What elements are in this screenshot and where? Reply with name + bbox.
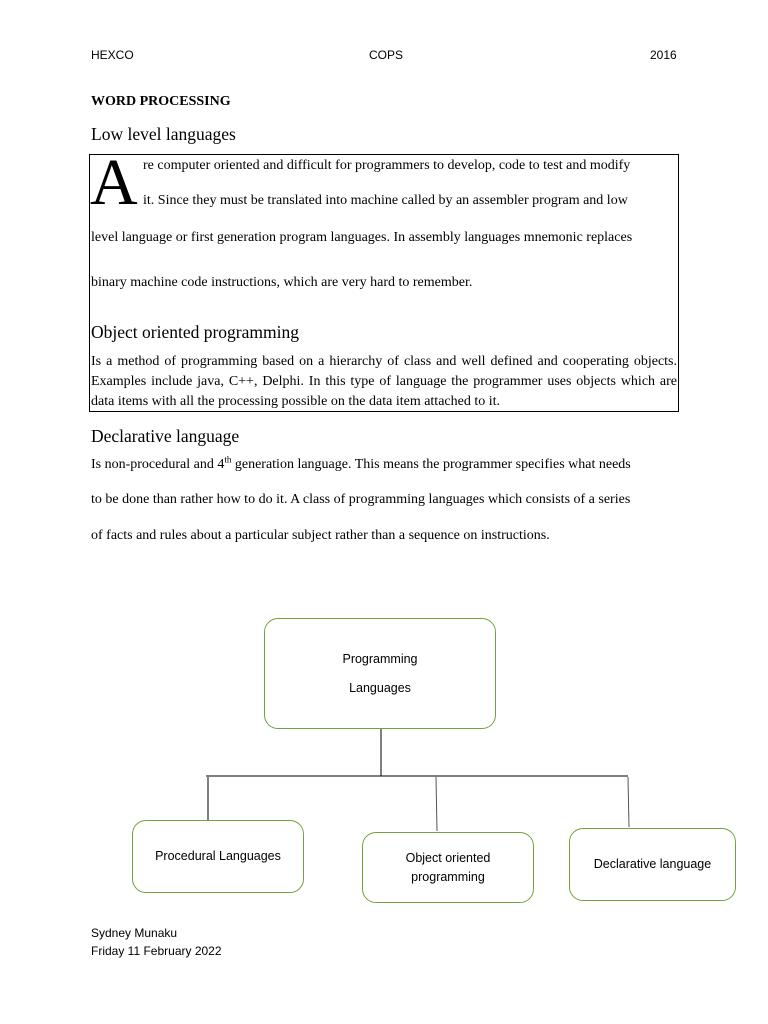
footer-author: Sydney Munaku <box>91 926 178 940</box>
diagram-node-declarative: Declarative language <box>569 828 736 901</box>
diagram-node-root: Programming Languages <box>264 618 496 729</box>
footer-date: Friday 11 February 2022 <box>91 944 222 958</box>
declarative-line-1: Is non-procedural and 4th generation language. This means the programmer specifies what needs <box>91 454 631 472</box>
diagram-node-oop: Object oriented programming <box>362 832 534 903</box>
oop-paragraph: Is a method of programming based on a hierarchy of class and well defined and cooperating objects. Examples include java, C++, Delphi. In this type of language the programmer uses objects which are data items with all the processing possible on the data item attached to it. <box>91 354 677 409</box>
declarative-line-2: to be done than rather how to do it. A class of programming languages which consists of a series <box>91 492 631 507</box>
header-right: 2016 <box>650 48 677 62</box>
heading-low-level: Low level languages <box>91 124 236 144</box>
low-level-line-3: level language or first generation program languages. In assembly languages mnemonic replaces <box>91 230 633 245</box>
header-left: HEXCO <box>91 48 134 62</box>
document-title: WORD PROCESSING <box>91 94 231 109</box>
connector-to-oop <box>436 777 437 831</box>
header-center: COPS <box>369 48 404 62</box>
low-level-line-2: it. Since they must be translated into machine called by an assembler program and low <box>143 193 628 208</box>
diagram-node-procedural: Procedural Languages <box>132 820 304 893</box>
drop-cap: A <box>90 146 138 219</box>
heading-declarative: Declarative language <box>91 426 240 446</box>
low-level-line-1: re computer oriented and difficult for programmers to develop, code to test and modify <box>143 158 631 173</box>
low-level-line-4: binary machine code instructions, which are very hard to remember. <box>91 275 473 290</box>
heading-oop: Object oriented programming <box>91 322 299 342</box>
connector-to-declarative <box>628 777 629 827</box>
ordinal-superscript: th <box>224 454 232 465</box>
declarative-line-3: of facts and rules about a particular subject rather than a sequence on instructions. <box>91 528 550 543</box>
